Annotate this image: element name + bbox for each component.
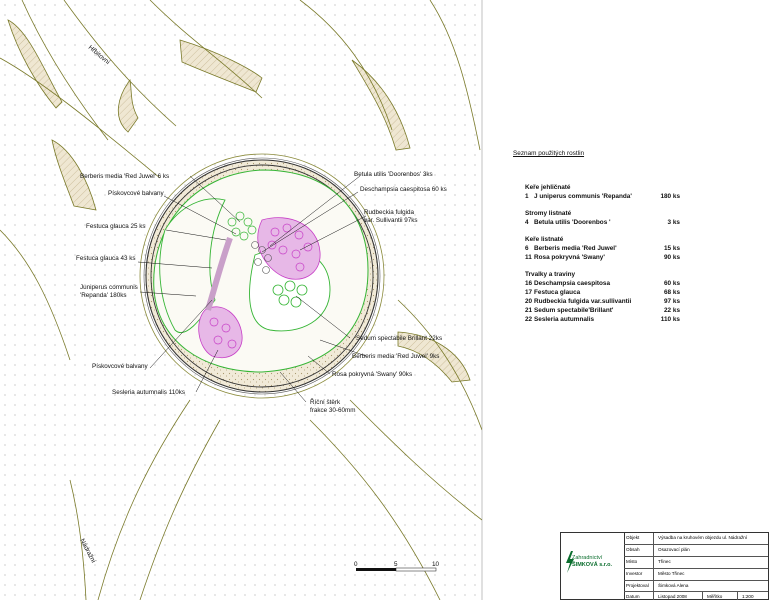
legend-item-name: Sedum spectabile'Brillant' (534, 307, 614, 314)
legend-item-num: 22 (525, 316, 533, 323)
legend-group (513, 209, 713, 227)
label-betula: Betula utilis 'Doorenbos' 3ks (354, 171, 433, 178)
tb-value-scale: 1:200 (742, 594, 754, 600)
legend-item (525, 288, 713, 297)
legend-item (525, 218, 713, 227)
legend-item-num: 20 (525, 298, 533, 305)
legend-item (525, 253, 713, 262)
legend-item (525, 192, 713, 201)
scale-max: 10 (432, 561, 440, 568)
plant-legend (513, 150, 713, 332)
legend-item (525, 244, 713, 253)
label-festuca-25: Festuca glauca 25 ks (86, 223, 146, 230)
tb-value: Třinec (658, 558, 671, 564)
legend-item-qty: 97 ks (664, 298, 680, 305)
tb-key: Investor (624, 569, 654, 580)
legend-item (525, 306, 713, 315)
label-berberis-bottom: Berberis media 'Red Juwel' 9ks (352, 353, 440, 360)
legend-group-heading: Keře listnaté (525, 236, 564, 243)
legend-item-qty: 110 ks (660, 316, 680, 323)
tb-row-objekt (624, 533, 768, 545)
firm-line-1: Zahradnictví (572, 555, 603, 561)
title-block-rows (624, 533, 768, 599)
legend-item-qty: 90 ks (664, 254, 680, 261)
label-piskovcove-bottom: Pískovcové balvany (92, 363, 148, 370)
label-sedum: Sedum spectabile Brillant 22ks (356, 335, 443, 342)
label-rudbeckia-2: var. Sullivantii 97ks (364, 217, 418, 224)
scale-mid: 5 (394, 561, 398, 568)
legend-item-name: Berberis media 'Red Juwel' (534, 245, 617, 252)
legend-group-heading: Keře jehličnaté (525, 184, 571, 191)
legend-item-qty: 180 ks (660, 193, 680, 200)
tb-key: Objekt (624, 533, 654, 544)
tb-value: Osazovací plán (658, 546, 690, 552)
legend-group (513, 235, 713, 262)
legend-item-qty: 22 ks (664, 307, 680, 314)
label-rosa: Rosa pokryvná 'Swany' 90ks (332, 371, 413, 378)
legend-item-num: 6 (525, 245, 529, 252)
tb-value: Výsadba na kruhovém objezdu ul. Nádražní (658, 535, 748, 540)
label-festuca-43: Festuca glauca 43 ks (76, 255, 136, 262)
legend-item-name: Rudbeckia fulgida var.sullivantii (534, 298, 632, 305)
tb-value: Šimková Alena (658, 582, 689, 588)
tb-value: Město Třinec (658, 570, 685, 576)
legend-item (525, 297, 713, 306)
tb-row-projektoval (624, 581, 768, 593)
legend-item-name: Betula utilis 'Doorenbos ' (534, 219, 611, 226)
legend-groups (513, 183, 713, 324)
label-deschampsia: Deschampsia caespitosa 60 ks (360, 186, 447, 193)
legend-title: Seznam použitých rostlin (513, 150, 585, 157)
legend-item-name: J uniperus communis 'Repanda' (534, 193, 632, 200)
legend-item-num: 11 (525, 254, 532, 261)
label-gravel-2: frakce 30-60mm (310, 407, 356, 414)
firm-line-2: ŠIMKOVÁ s.r.o. (572, 562, 613, 568)
tb-key: Projektoval (624, 581, 654, 592)
tb-key: Místo (624, 557, 654, 568)
tb-key: Obsah (624, 545, 654, 556)
scale-zero: 0 (354, 561, 358, 568)
legend-group-heading: Stromy listnaté (525, 210, 572, 217)
legend-item-name: Rosa pokryvná 'Swany' (534, 254, 605, 261)
label-juniperus-2: 'Repanda' 180ks (80, 292, 127, 299)
legend-group (513, 270, 713, 324)
street-name-top: Hřbitovní (86, 44, 112, 67)
legend-item-qty: 15 ks (664, 245, 680, 252)
tb-row-misto (624, 557, 768, 569)
legend-item (525, 315, 713, 324)
legend-item-name: Festuca glauca (534, 289, 581, 296)
label-berberis-top: Berberis media 'Red Juwel' 6 ks (80, 173, 170, 180)
title-block (560, 532, 769, 600)
label-juniperus-1: Juniperus communis (80, 284, 138, 291)
legend-item (525, 279, 713, 288)
legend-item-name: Deschampsia caespitosa (534, 280, 611, 287)
legend-item-num: 16 (525, 280, 533, 287)
tb-row-investor (624, 569, 768, 581)
legend-item-qty: 60 ks (664, 280, 680, 287)
legend-item-num: 21 (525, 307, 533, 314)
legend-item-name: Sesleria autumnalis (534, 316, 595, 323)
tb-row-datum (624, 592, 768, 600)
legend-item-num: 1 (525, 193, 529, 200)
legend-item-qty: 68 ks (664, 289, 680, 296)
label-gravel-1: Říční štěrk (310, 399, 341, 406)
company-logo (561, 533, 625, 599)
label-rudbeckia-1: Rudbeckia fulgida (364, 209, 415, 216)
tb-value: Listopad 2008 (654, 592, 703, 600)
tb-row-obsah (624, 545, 768, 557)
legend-item-num: 4 (525, 219, 529, 226)
label-piskovcove-top: Pískovcové balvany (108, 190, 164, 197)
tb-key: Datum (624, 592, 654, 600)
legend-item-qty: 3 ks (667, 219, 680, 226)
label-sesleria: Sesleria autumnalis 110ks (112, 389, 186, 396)
legend-item-num: 17 (525, 289, 533, 296)
legend-group (513, 183, 713, 201)
street-name-bottom: Nádražní (78, 537, 97, 565)
legend-group-heading: Trvalky a traviny (525, 271, 576, 278)
tb-key-scale: Měřítko (703, 592, 738, 600)
